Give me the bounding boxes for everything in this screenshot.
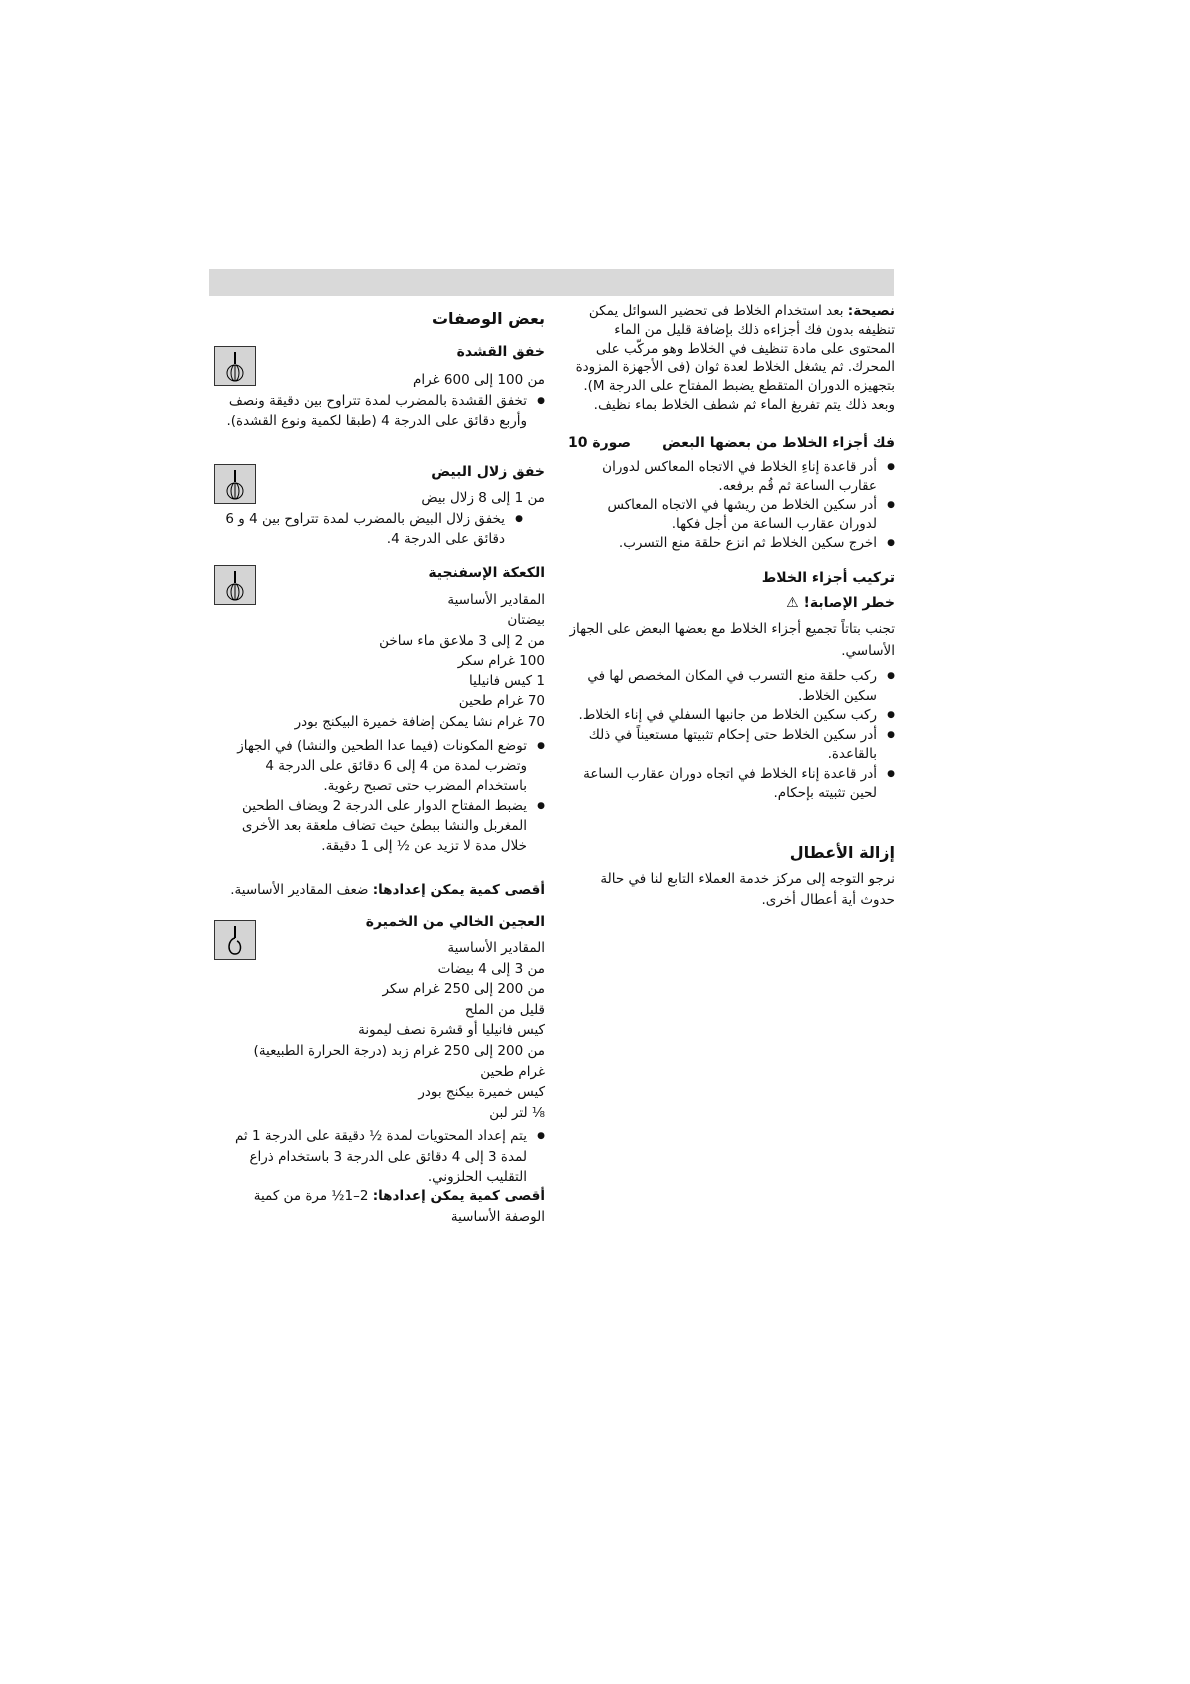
dough-ingredients bbox=[214, 938, 545, 1123]
ingredient: من 2 إلى 3 ملاعق ماء ساخن bbox=[379, 632, 545, 649]
troubleshoot-title: إزالة الأعطال bbox=[789, 843, 895, 862]
tip-text: بعد استخدام الخلاط فى تحضير السوائل يمكن تنظيفه بدون فك أجزاءه ذلك بإضافة قليل من الماء المحتوى على مادة تنظيف في الخلاط وهو مركّب على المحرك. ثم يشغل الخلاط لعدة ثوان (فى الأجهزة المزودة بتجهيزه الدوران المتقطع يضبط المفتاح على الدرجة M). وبعد ذلك يتم تفريغ الماء ثم شطف الخلاط بماء نظيف. bbox=[575, 303, 895, 413]
sponge-ingredients bbox=[214, 590, 545, 732]
header-bar bbox=[209, 269, 894, 296]
ingredient: كيس فانيليا أو قشرة نصف ليمونة bbox=[358, 1022, 545, 1039]
recipes-title: بعض الوصفات bbox=[431, 309, 545, 328]
egg-amount: من 1 إلى 8 زلال بيض bbox=[421, 490, 545, 506]
ingredient: من 200 إلى 250 غرام سكر bbox=[382, 981, 545, 998]
cream-amount: من 100 إلى 600 غرام bbox=[413, 372, 545, 388]
sponge-steps bbox=[214, 736, 545, 856]
list-item: ● توضع المكونات (فيما عدا الطحين والنشا) في الجهاز وتضرب لمدة من 4 إلى 6 دقائق على الدرجة 4 باستخدام المضرب حتى تصبح رغوية. bbox=[214, 736, 527, 796]
ingredient: غرام طحين bbox=[480, 1063, 545, 1080]
list-item: ● يخفق زلال البيض بالمضرب لمدة تتراوح بين 4 و 6 دقائق على الدرجة 4. bbox=[214, 509, 505, 549]
sponge-title: الكعكة الإسفنجية bbox=[428, 565, 545, 581]
cream-title: خفق القشدة bbox=[456, 344, 545, 360]
max-label: أقصى كمية يمكن إعدادها: bbox=[372, 1188, 545, 1204]
warning-title: خطر الإصابة! bbox=[803, 595, 895, 611]
disassemble-title: فك أجزاء الخلاط من بعضها البعض bbox=[662, 435, 895, 451]
ingredient: بيضتان bbox=[507, 612, 545, 629]
ingredient: 70 غرام طحين bbox=[458, 693, 545, 710]
list-item: ● أدر سكين الخلاط حتى إحكام تثبيتها مستعيناً في ذلك بالقاعدة. bbox=[568, 726, 877, 765]
list-item: ● أدر قاعدة إناء الخلاط في اتجاه دوران عقارب الساعة لحين تثبيته بإحكام. bbox=[568, 765, 877, 804]
assemble-steps bbox=[568, 667, 895, 804]
max-text: ضعف المقادير الأساسية. bbox=[230, 882, 369, 898]
ingredient: 100 غرام سكر bbox=[457, 652, 545, 669]
max-label: أقصى كمية يمكن إعدادها: bbox=[372, 882, 545, 898]
max-text: 2–1½ مرة من كمية الوصفة الأساسية bbox=[253, 1188, 545, 1225]
egg-title: خفق زلال البيض bbox=[431, 464, 545, 480]
ingredient: كيس خميرة بيكنج بودر bbox=[418, 1084, 545, 1101]
dough-max bbox=[214, 1186, 545, 1228]
list-item: ● أدر قاعدة إناءِ الخلاط في الاتجاه المعاكس لدوران عقارب الساعة ثم قُم برفعه. bbox=[568, 458, 877, 496]
warning-text: تجنب بتاتاً تجميع أجزاء الخلاط مع بعضها البعض على الجهاز الأساسي. bbox=[569, 621, 895, 659]
list-item: ● أدر سكين الخلاط من ريشها في الاتجاه المعاكس لدوران عقارب الساعة من أجل فكها. bbox=[568, 496, 877, 534]
assemble-title: تركيب أجزاء الخلاط bbox=[761, 570, 895, 586]
ingredient: المقادير الأساسية bbox=[447, 940, 545, 956]
ingredient: 1 كيس فانيليا bbox=[469, 673, 545, 690]
figure-ref: صورة 10 bbox=[568, 435, 631, 451]
list-item: ● يتم إعداد المحتويات لمدة ½ دقيقة على الدرجة 1 ثم لمدة 3 إلى 4 دقائق على الدرجة 3 باستخدام ذراع التقليب الحلزوني. bbox=[214, 1126, 527, 1188]
dough-title: العجين الخالي من الخميرة bbox=[365, 914, 545, 930]
cream-steps bbox=[214, 391, 545, 431]
disassemble-steps bbox=[568, 458, 895, 553]
warning-heading bbox=[568, 593, 895, 613]
list-item: ● اخرج سكين الخلاط ثم انزع حلقة منع التسرب. bbox=[568, 534, 877, 553]
ingredient: المقادير الأساسية bbox=[447, 592, 545, 608]
list-item: ● تخفق القشدة بالمضرب لمدة تتراوح بين دقيقة ونصف وأربع دقائق على الدرجة 4 (طبقا لكمية ونوع القشدة). bbox=[214, 391, 527, 431]
ingredient: 70 غرام نشا يمكن إضافة خميرة البيكنج بودر bbox=[294, 713, 545, 730]
tip-label: نصيحة: bbox=[847, 303, 895, 319]
disassemble-heading bbox=[568, 433, 895, 453]
cleaning-tip bbox=[568, 302, 895, 415]
ingredient: من 200 إلى 250 غرام زبد (درجة الحرارة الطبيعية) bbox=[253, 1042, 545, 1059]
egg-steps bbox=[214, 509, 545, 549]
ingredient: من 3 إلى 4 بيضات bbox=[437, 960, 545, 977]
sponge-max bbox=[214, 880, 545, 900]
list-item: ● يضبط المفتاح الدوار على الدرجة 2 ويضاف الطحين المغربل والنشا ببطئ حيث تضاف ملعقة بعد الأخرى خلال مدة لا تزيد عن ½ إلى 1 دقيقة. bbox=[214, 796, 527, 856]
troubleshoot-text: نرجو التوجه إلى مركز خدمة العملاء التابع لنا في حالة حدوث أية أعطال أخرى. bbox=[600, 871, 895, 908]
warning-triangle-icon: ⚠ bbox=[786, 595, 799, 611]
ingredient: ⅛ لتر لبن bbox=[489, 1104, 545, 1121]
list-item: ● ركب حلقة منع التسرب في المكان المخصص لها في سكين الخلاط. bbox=[568, 667, 877, 706]
ingredient: قليل من الملح bbox=[464, 1001, 545, 1018]
list-item: ● ركب سكين الخلاط من جانبها السفلي في إناء الخلاط. bbox=[568, 706, 877, 726]
dough-steps bbox=[214, 1126, 545, 1188]
